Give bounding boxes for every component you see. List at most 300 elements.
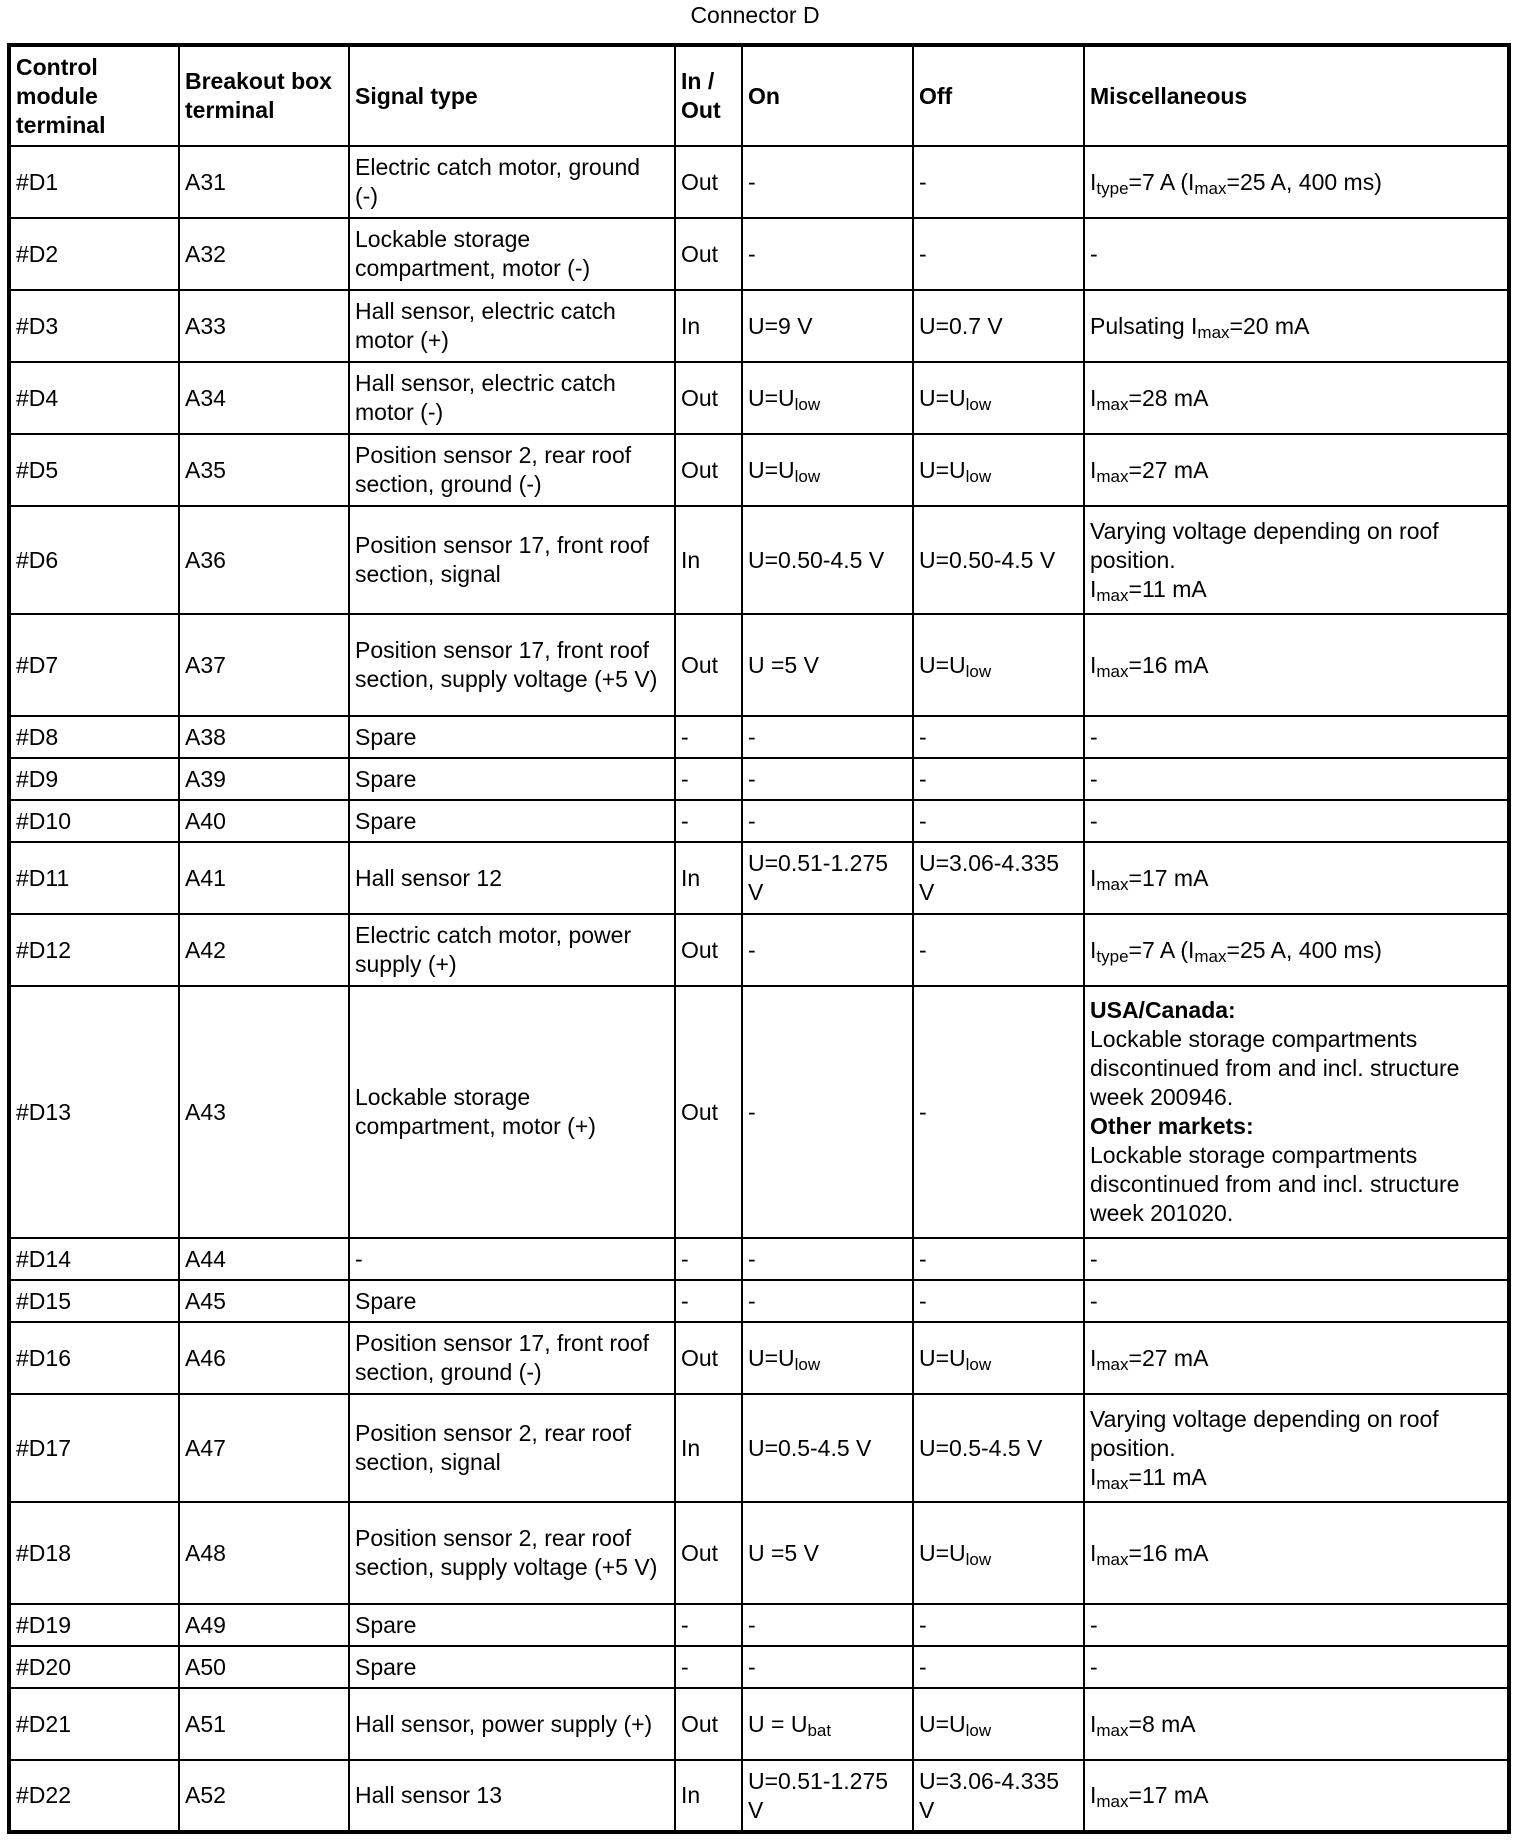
signal-type-cell [349,506,675,614]
terminal-cell [9,506,179,614]
off-cell [913,1688,1084,1760]
cell-text: I [1090,1539,1097,1566]
cell-text: Hall sensor 13 [355,1782,503,1808]
cell-text: Lockable storage compartment, motor (+) [355,1084,596,1139]
cell-text: =8 mA [1128,1710,1196,1737]
terminal-cell [9,1280,179,1322]
cell-text: - [355,1245,363,1272]
miscellaneous-cell [1084,1760,1509,1832]
table-row [9,842,1509,914]
cell-text: =16 mA [1128,1539,1209,1566]
cell-text: - [919,1611,927,1638]
table-row [9,1280,1509,1322]
cell-text: - [681,1245,689,1272]
terminal-cell [9,434,179,506]
miscellaneous-cell [1084,758,1509,800]
miscellaneous-cell [1084,218,1509,290]
breakout-cell [179,1394,349,1502]
header-in-out: In / Out [675,45,742,146]
cell-text: U=0.5-4.5 V [748,1434,872,1461]
signal-type-cell [349,1646,675,1688]
cell-text: - [1090,765,1098,792]
table-row [9,290,1509,362]
off-cell [913,614,1084,716]
in-out-cell [675,1322,742,1394]
subscript-text: type [1096,946,1129,966]
off-cell [913,1646,1084,1688]
subscript-text: max [1096,585,1129,605]
cell-text: Hall sensor 12 [355,864,503,891]
cell-text: U =5 V [748,1539,819,1566]
cell-text: =7 A (I [1128,168,1195,195]
cell-text: Out [681,936,719,963]
subscript-text: max [1096,1473,1129,1493]
off-cell [913,758,1084,800]
cell-text: Position sensor 17, front roof section, supply voltage (+5 V) [355,637,658,692]
cell-text: I [1090,456,1097,483]
on-cell [742,986,913,1238]
cell-text: A49 [185,1611,226,1638]
cell-text: - [748,807,756,834]
signal-type-cell [349,1604,675,1646]
cell-text: #D13 [16,1098,71,1125]
cell-text: U = U [748,1710,808,1737]
cell-text: U=0.51-1.275 V [748,1767,889,1823]
cell-text: A40 [185,807,226,834]
cell-text: I [1090,168,1097,195]
cell-text: =27 mA [1128,456,1209,483]
on-cell [742,614,913,716]
in-out-cell [675,218,742,290]
on-cell [742,842,913,914]
cell-text: - [919,240,927,267]
off-cell [913,290,1084,362]
cell-text: - [748,1287,756,1314]
in-out-cell [675,1760,742,1832]
table-row [9,1604,1509,1646]
cell-text: U=U [919,1539,966,1566]
subscript-text: max [1096,394,1129,414]
cell-text: U=U [919,384,966,411]
in-out-cell [675,1646,742,1688]
cell-text: - [1090,807,1098,834]
cell-text: #D9 [16,765,59,792]
terminal-cell [9,1688,179,1760]
cell-text: A52 [185,1782,226,1808]
terminal-cell [9,1322,179,1394]
cell-text: =17 mA [1128,864,1209,891]
subscript-text: low [965,1354,992,1374]
off-cell [913,1394,1084,1502]
terminal-cell [9,1604,179,1646]
cell-text: A47 [185,1434,226,1461]
cell-text: - [681,723,689,750]
miscellaneous-cell [1084,614,1509,716]
cell-text: #D20 [16,1653,71,1680]
breakout-cell [179,986,349,1238]
signal-type-cell [349,758,675,800]
cell-text: I [1090,384,1097,411]
subscript-text: max [1096,1720,1129,1740]
cell-text: Other markets: [1090,1113,1254,1139]
terminal-cell [9,800,179,842]
breakout-cell [179,800,349,842]
cell-text: Out [681,1098,719,1125]
cell-text: Out [681,1344,719,1371]
cell-text: A43 [185,1098,226,1125]
table-row [9,1238,1509,1280]
cell-text: - [1090,1653,1098,1680]
cell-text: A41 [185,864,226,891]
cell-text: Hall sensor, electric catch motor (-) [355,370,616,425]
breakout-cell [179,146,349,218]
table-body [9,146,1509,1832]
cell-text: Out [681,1539,719,1566]
on-cell [742,146,913,218]
signal-type-cell [349,362,675,434]
miscellaneous-cell [1084,146,1509,218]
cell-text: #D10 [16,807,71,834]
subscript-text: bat [807,1720,832,1740]
cell-text: #D4 [16,384,59,411]
cell-text: U=U [919,1344,966,1371]
cell-text: In [681,1782,701,1808]
cell-text: USA/Canada: [1090,997,1236,1023]
in-out-cell [675,1238,742,1280]
cell-text: #D1 [16,168,59,195]
cell-text: #D22 [16,1782,71,1808]
terminal-cell [9,146,179,218]
cell-text: Hall sensor, electric catch motor (+) [355,298,616,353]
miscellaneous-cell [1084,1280,1509,1322]
cell-text: - [748,168,756,195]
breakout-cell [179,1688,349,1760]
in-out-cell [675,614,742,716]
cell-text: U=3.06-4.335 V [919,850,1060,905]
off-cell [913,1760,1084,1832]
cell-text: =7 A (I [1128,936,1195,963]
off-cell [913,362,1084,434]
cell-text: #D21 [16,1710,71,1737]
cell-text: In [681,864,701,891]
cell-text: U=0.7 V [919,312,1003,339]
cell-text: #D3 [16,312,59,339]
cell-text: A46 [185,1344,226,1371]
cell-text: A48 [185,1539,226,1566]
cell-text: - [748,1245,756,1272]
off-cell [913,1322,1084,1394]
header-control-module-terminal: Control module terminal [9,45,179,146]
cell-text: - [919,1098,927,1125]
cell-text: =17 mA [1128,1782,1209,1808]
header-on: On [742,45,913,146]
cell-text: Lockable storage compartment, motor (-) [355,226,591,281]
cell-text: Out [681,1710,719,1737]
breakout-cell [179,290,349,362]
cell-text: #D2 [16,240,59,267]
subscript-text: max [1194,178,1227,198]
miscellaneous-cell [1084,1394,1509,1502]
off-cell [913,914,1084,986]
cell-text: U=0.50-4.5 V [919,546,1056,573]
table-row [9,800,1509,842]
terminal-cell [9,1502,179,1604]
cell-text: U=U [748,456,795,483]
off-cell [913,986,1084,1238]
breakout-cell [179,434,349,506]
cell-text: #D17 [16,1434,71,1461]
in-out-cell [675,1604,742,1646]
cell-text: U=0.51-1.275 V [748,850,889,905]
cell-text: #D5 [16,456,59,483]
miscellaneous-cell [1084,1322,1509,1394]
signal-type-cell [349,614,675,716]
signal-type-cell [349,1760,675,1832]
on-cell [742,1394,913,1502]
header-signal-type: Signal type [349,45,675,146]
cell-text: I [1090,1344,1097,1371]
cell-text: In [681,546,701,573]
cell-text: Out [681,384,719,411]
on-cell [742,914,913,986]
terminal-cell [9,1646,179,1688]
cell-text: - [748,1611,756,1638]
miscellaneous-cell [1084,842,1509,914]
terminal-cell [9,218,179,290]
signal-type-cell [349,1394,675,1502]
subscript-text: low [965,1720,992,1740]
cell-text: A34 [185,384,226,411]
cell-text: - [1090,1287,1098,1314]
cell-text: =20 mA [1229,312,1310,339]
cell-text: - [919,1287,927,1314]
table-row [9,506,1509,614]
in-out-cell [675,1394,742,1502]
table-row [9,434,1509,506]
cell-text: - [919,1653,927,1680]
table-row [9,914,1509,986]
header-off: Off [913,45,1084,146]
cell-text: =16 mA [1128,651,1209,678]
miscellaneous-cell [1084,1646,1509,1688]
cell-text: - [748,936,756,963]
off-cell [913,218,1084,290]
cell-text: - [1090,1611,1098,1638]
on-cell [742,218,913,290]
cell-text: #D8 [16,723,59,750]
on-cell [742,1238,913,1280]
cell-text: - [919,1245,927,1272]
cell-text: =28 mA [1128,384,1209,411]
on-cell [742,758,913,800]
cell-text: - [919,168,927,195]
cell-text: - [681,765,689,792]
on-cell [742,1280,913,1322]
cell-text: #D6 [16,546,59,573]
signal-type-cell [349,1502,675,1604]
on-cell [742,1688,913,1760]
subscript-text: max [1096,1354,1129,1374]
breakout-cell [179,1322,349,1394]
cell-text: U=U [919,456,966,483]
on-cell [742,1760,913,1832]
terminal-cell [9,914,179,986]
breakout-cell [179,362,349,434]
cell-text: Position sensor 2, rear roof section, supply voltage (+5 V) [355,1525,658,1580]
cell-text: U=U [919,1710,966,1737]
off-cell [913,842,1084,914]
cell-text: U=U [748,1344,795,1371]
cell-text: - [1090,723,1098,750]
off-cell [913,1604,1084,1646]
cell-text: A32 [185,240,226,267]
cell-text: Electric catch motor, ground (-) [355,154,641,209]
in-out-cell [675,716,742,758]
breakout-cell [179,1280,349,1322]
cell-text: A38 [185,723,226,750]
table-row [9,218,1509,290]
header-breakout-box-terminal: Breakout box terminal [179,45,349,146]
subscript-text: max [1197,322,1230,342]
off-cell [913,1280,1084,1322]
cell-text: I [1090,936,1097,963]
cell-text: Position sensor 17, front roof section, signal [355,532,650,587]
cell-text: - [919,723,927,750]
terminal-cell [9,614,179,716]
table-row [9,1502,1509,1604]
cell-text: - [1090,1245,1098,1272]
cell-text: A37 [185,651,226,678]
cell-text: - [748,723,756,750]
in-out-cell [675,800,742,842]
cell-text: A42 [185,936,226,963]
table-row [9,716,1509,758]
cell-text: - [681,1653,689,1680]
cell-text: - [1090,240,1098,267]
signal-type-cell [349,986,675,1238]
in-out-cell [675,362,742,434]
on-cell [742,716,913,758]
cell-text: Spare [355,1287,417,1314]
cell-text: Out [681,456,719,483]
in-out-cell [675,146,742,218]
table-row [9,758,1509,800]
subscript-text: low [794,394,821,414]
in-out-cell [675,290,742,362]
in-out-cell [675,1688,742,1760]
cell-text: Lockable storage compartments discontinued from and incl. structure week 200946. [1090,1026,1460,1110]
cell-text: Pulsating I [1090,312,1198,339]
table-row [9,614,1509,716]
signal-type-cell [349,800,675,842]
breakout-cell [179,758,349,800]
cell-text: U=0.50-4.5 V [748,546,885,573]
miscellaneous-cell [1084,1238,1509,1280]
in-out-cell [675,914,742,986]
table-row [9,362,1509,434]
table-row [9,1646,1509,1688]
table-row [9,1322,1509,1394]
signal-type-cell [349,1238,675,1280]
signal-type-cell [349,842,675,914]
subscript-text: low [965,661,992,681]
cell-text: A50 [185,1653,226,1680]
header-miscellaneous: Miscellaneous [1084,45,1509,146]
miscellaneous-cell [1084,434,1509,506]
cell-text: Out [681,168,719,195]
on-cell [742,1646,913,1688]
cell-text: U=9 V [748,312,813,339]
on-cell [742,362,913,434]
table-row [9,986,1509,1238]
breakout-cell [179,842,349,914]
connector-pin-table [7,43,1511,1834]
cell-text: Spare [355,1653,417,1680]
subscript-text: low [965,394,992,414]
cell-text: U=3.06-4.335 V [919,1767,1060,1823]
cell-text: #D12 [16,936,71,963]
terminal-cell [9,758,179,800]
breakout-cell [179,1604,349,1646]
terminal-cell [9,290,179,362]
cell-text: =25 A, 400 ms) [1226,936,1382,963]
miscellaneous-cell [1084,1604,1509,1646]
on-cell [742,434,913,506]
signal-type-cell [349,290,675,362]
cell-text: A36 [185,546,226,573]
cell-text: #D19 [16,1611,71,1638]
breakout-cell [179,1760,349,1832]
miscellaneous-cell [1084,986,1509,1238]
cell-text: Varying voltage depending on roof position. [1090,1405,1439,1461]
cell-text: I [1090,1710,1097,1737]
subscript-text: max [1194,946,1227,966]
breakout-cell [179,218,349,290]
breakout-cell [179,506,349,614]
signal-type-cell [349,914,675,986]
cell-text: Varying voltage depending on roof position. [1090,517,1439,573]
miscellaneous-cell [1084,914,1509,986]
cell-text: Spare [355,723,417,750]
signal-type-cell [349,1280,675,1322]
cell-text: #D11 [16,864,70,891]
cell-text: Out [681,651,719,678]
cell-text: U=U [919,651,966,678]
cell-text: I [1090,651,1097,678]
cell-text: #D7 [16,651,59,678]
in-out-cell [675,842,742,914]
cell-text: Lockable storage compartments discontinued from and incl. structure week 201020. [1090,1142,1460,1226]
off-cell [913,800,1084,842]
cell-text: In [681,312,701,339]
cell-text: - [748,240,756,267]
subscript-text: max [1096,1792,1129,1811]
cell-text: =27 mA [1128,1344,1209,1371]
cell-text: #D16 [16,1344,71,1371]
cell-text: Spare [355,807,417,834]
cell-text: #D18 [16,1539,71,1566]
cell-text: A33 [185,312,226,339]
terminal-cell [9,1394,179,1502]
table-row [9,1394,1509,1502]
off-cell [913,716,1084,758]
miscellaneous-cell [1084,1502,1509,1604]
cell-text: =11 mA [1128,575,1207,602]
on-cell [742,1322,913,1394]
cell-text: Spare [355,1611,417,1638]
subscript-text: type [1096,178,1129,198]
table-caption: Connector D [690,2,820,28]
